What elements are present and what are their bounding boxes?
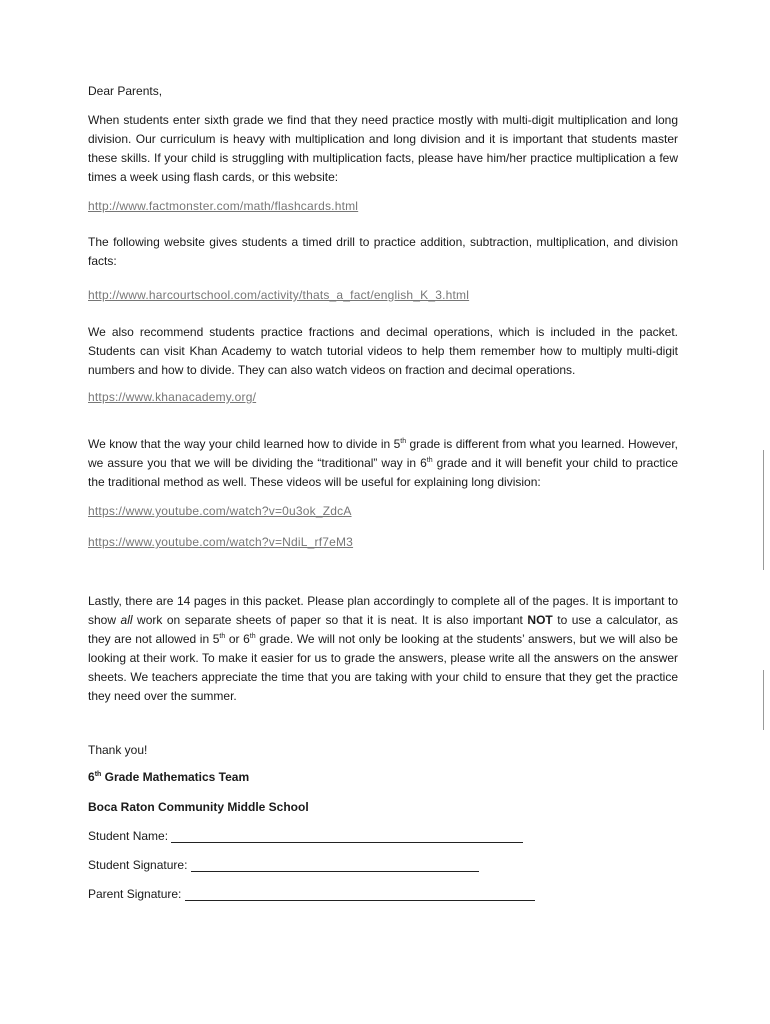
link-harcourt[interactable]: http://www.harcourtschool.com/activity/thats_a_fact/english_K_3.html xyxy=(88,288,470,302)
greeting: Dear Parents, xyxy=(88,84,163,98)
scan-edge-mark xyxy=(763,670,764,730)
team-name: 6th Grade Mathematics Team xyxy=(88,770,250,784)
paragraph-khan-academy: We also recommend students practice fractions and decimal operations, which is included in the packet. Students can visit Khan Academy to watch tutorial videos to help them remember how to multiply multi-digit numbers and how to divide. They can also watch videos on fraction and decimal operations. xyxy=(88,325,678,377)
paragraph-timed-drill: The following website gives students a timed drill to practice addition, subtraction, multiplication, and division facts: xyxy=(88,235,678,268)
student-signature-row xyxy=(88,858,479,872)
student-name-row xyxy=(88,829,523,843)
student-signature-line[interactable] xyxy=(191,859,479,872)
parent-signature-line[interactable] xyxy=(185,888,535,901)
parent-signature-row xyxy=(88,887,535,901)
link-youtube-1[interactable]: https://www.youtube.com/watch?v=0u3ok_ZdcA xyxy=(88,504,352,518)
school-name: Boca Raton Community Middle School xyxy=(88,800,309,814)
link-khan-academy[interactable]: https://www.khanacademy.org/ xyxy=(88,390,257,404)
closing: Thank you! xyxy=(88,743,148,757)
paragraph-multiplication: When students enter sixth grade we find that they need practice mostly with multi-digit multiplication and long division. Our curriculum is heavy with multiplication and long division and it is important that students master these skills. If your child is struggling with multiplication facts, please have him/her practice multiplication a few times a week using flash cards, or this website: xyxy=(88,113,678,184)
student-signature-label: Student Signature: xyxy=(88,858,188,872)
scan-edge-mark xyxy=(763,450,764,570)
link-factmonster[interactable]: http://www.factmonster.com/math/flashcards.html xyxy=(88,199,359,213)
student-name-label: Student Name: xyxy=(88,829,169,843)
paragraph-division: We know that the way your child learned how to divide in 5th grade is different from what you learned. However, we assure you that we will be dividing the “traditional” way in 6th grade and it will benefit your child to practice the traditional method as well. These videos will be useful for explaining long division: xyxy=(88,437,678,489)
parent-signature-label: Parent Signature: xyxy=(88,887,182,901)
student-name-line[interactable] xyxy=(171,830,523,843)
paragraph-packet-instructions: Lastly, there are 14 pages in this packet. Please plan accordingly to complete all of the pages. It is important to show all work on separate sheets of paper so that it is neat. It is also important NOT to use a calculator, as they are not allowed in 5th or 6th grade. We will not only be looking at the students’ answers, but we will also be looking at their work. To make it easier for us to grade the answers, please write all the answers on the answer sheets. We teachers appreciate the time that you are taking with your child to ensure that they get the practice they need over the summer. xyxy=(88,594,678,703)
link-youtube-2[interactable]: https://www.youtube.com/watch?v=NdiL_rf7eM3 xyxy=(88,535,354,549)
